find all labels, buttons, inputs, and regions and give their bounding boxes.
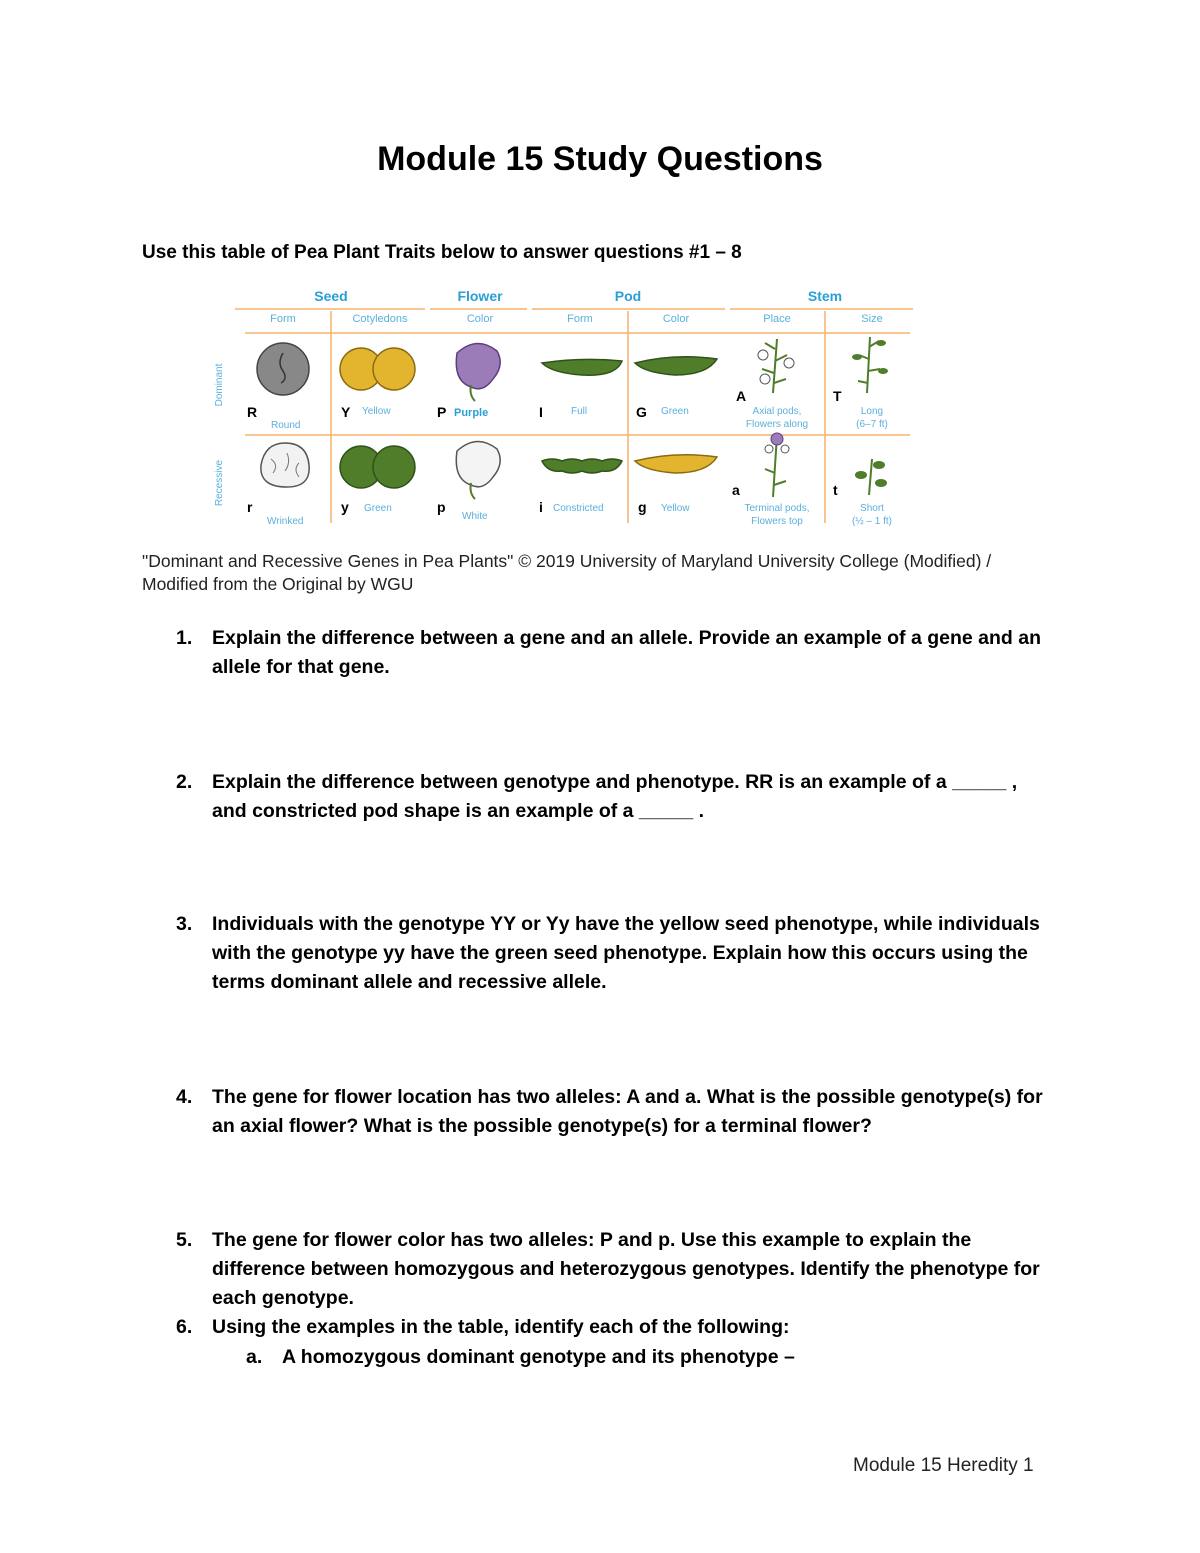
- question-item: [176, 768, 1056, 826]
- header-stem: Stem: [807, 288, 843, 304]
- dominant-pod-color-letter: G: [636, 404, 647, 420]
- question-text: Individuals with the genotype YY or Yy have the yellow seed phenotype, while individuals with the genotype yy have the green seed phenotype. Explain how this occurs using the terms dominant allele and recessive allele.: [212, 913, 1040, 993]
- subhead-pod-form: Form: [567, 313, 593, 325]
- question-number: 1.: [176, 627, 193, 649]
- header-seed: Seed: [314, 288, 348, 304]
- question-item: [176, 624, 1056, 682]
- recessive-cotyledon-label: Green: [364, 503, 392, 514]
- question-number: 3.: [176, 913, 193, 935]
- recessive-place-label-2: Flowers top: [751, 516, 803, 527]
- question-text: Explain the difference between genotype and phenotype. RR is an example of a _____ , and constricted pod shape is an example of a _____ .: [212, 771, 1018, 822]
- dominant-cotyledon-label: Yellow: [362, 406, 391, 417]
- recessive-size-letter: t: [833, 482, 838, 498]
- recessive-place-label-1: Terminal pods,: [744, 503, 810, 514]
- question-number: 6.: [176, 1316, 193, 1338]
- sub-question-text: A homozygous dominant genotype and its phenotype –: [282, 1346, 795, 1368]
- row-label-recessive: Recessive: [214, 459, 225, 507]
- subhead-pod-color: Color: [662, 313, 690, 325]
- terminal-stem-icon: [765, 433, 789, 497]
- purple-flower-icon: [456, 343, 500, 388]
- question-text: Using the examples in the table, identify each of the following:: [212, 1316, 790, 1338]
- page-title: Module 15 Study Questions: [377, 140, 823, 178]
- dominant-cotyledon-letter: Y: [341, 404, 351, 420]
- recessive-seed-letter: r: [247, 499, 253, 515]
- round-seed-icon: [257, 343, 309, 395]
- recessive-pod-color-label: Yellow: [661, 503, 690, 514]
- pea-plant-traits-figure: [205, 283, 925, 533]
- page-footer: Module 15 Heredity 1: [853, 1455, 1034, 1476]
- dominant-size-label-2: (6–7 ft): [856, 419, 888, 430]
- dominant-place-letter: A: [736, 388, 747, 404]
- dominant-seed-label: Round: [271, 420, 301, 431]
- intro-instruction: Use this table of Pea Plant Traits below to answer questions #1 – 8: [142, 242, 742, 263]
- tall-stem-icon: [852, 337, 888, 393]
- white-flower-icon: [456, 441, 500, 486]
- short-stem-icon: [855, 459, 887, 495]
- recessive-size-label-2: (½ – 1 ft): [851, 516, 893, 527]
- recessive-flower-label: White: [462, 511, 488, 522]
- recessive-flower-letter: p: [437, 499, 446, 515]
- recessive-place-letter: a: [732, 482, 740, 498]
- question-number: 5.: [176, 1229, 193, 1251]
- recessive-pod-form-label: Constricted: [553, 503, 604, 514]
- axial-stem-icon: [758, 339, 794, 393]
- subhead-place: Place: [763, 313, 791, 325]
- dominant-flower-label: Purple: [454, 407, 489, 419]
- question-item: [176, 1313, 1056, 1342]
- subhead-seed-form: Form: [270, 313, 296, 325]
- dominant-place-label-1: Axial pods,: [752, 406, 802, 417]
- recessive-pod-form-letter: i: [539, 499, 543, 515]
- question-text: The gene for flower color has two alleles: P and p. Use this example to explain the difference between homozygous and heterozygous genotypes. Identify the phenotype for each genotype.: [212, 1229, 1040, 1309]
- question-text: The gene for flower location has two alleles: A and a. What is the possible genotype(s) for an axial flower? What is the possible genotype(s) for a terminal flower?: [212, 1086, 1043, 1137]
- recessive-size-label-1: Short: [860, 503, 884, 514]
- recessive-pod-color-letter: g: [638, 499, 647, 515]
- header-pod: Pod: [614, 288, 642, 304]
- wrinkled-seed-icon: [261, 443, 309, 487]
- dominant-size-label-1: Long: [860, 406, 884, 417]
- subhead-size: Size: [861, 313, 883, 325]
- recessive-seed-label: Wrinked: [267, 516, 304, 527]
- subhead-cotyledons: Cotyledons: [352, 313, 408, 325]
- sub-question-item: [246, 1343, 1046, 1372]
- constricted-pod-icon: [542, 459, 622, 473]
- question-item: [176, 910, 1056, 997]
- question-item: [176, 1083, 1056, 1141]
- dominant-seed-letter: R: [247, 404, 258, 420]
- question-text: Explain the difference between a gene and an allele. Provide an example of a gene and an allele for that gene.: [212, 627, 1042, 678]
- question-item: [176, 1226, 1056, 1313]
- green-pod-icon: [635, 357, 717, 375]
- question-number: 4.: [176, 1086, 193, 1108]
- figure-credit: "Dominant and Recessive Genes in Pea Plants" © 2019 University of Maryland University College (Modified) / Modified from the Original by WGU: [142, 551, 992, 594]
- dominant-place-label-2: Flowers along: [745, 419, 809, 430]
- subhead-flower-color: Color: [466, 313, 494, 325]
- header-flower: Flower: [457, 288, 503, 304]
- question-number: 2.: [176, 771, 193, 793]
- dominant-flower-letter: P: [437, 404, 447, 420]
- yellow-pod-icon: [635, 455, 717, 473]
- row-label-dominant: Dominant: [214, 363, 225, 407]
- dominant-pod-color-label: Green: [661, 406, 689, 417]
- dominant-pod-form-letter: I: [539, 404, 543, 420]
- dominant-size-letter: T: [833, 388, 842, 404]
- recessive-cotyledon-letter: y: [341, 499, 349, 515]
- sub-question-letter: a.: [246, 1346, 263, 1368]
- full-pod-icon: [542, 359, 622, 375]
- dominant-pod-form-label: Full: [571, 406, 588, 417]
